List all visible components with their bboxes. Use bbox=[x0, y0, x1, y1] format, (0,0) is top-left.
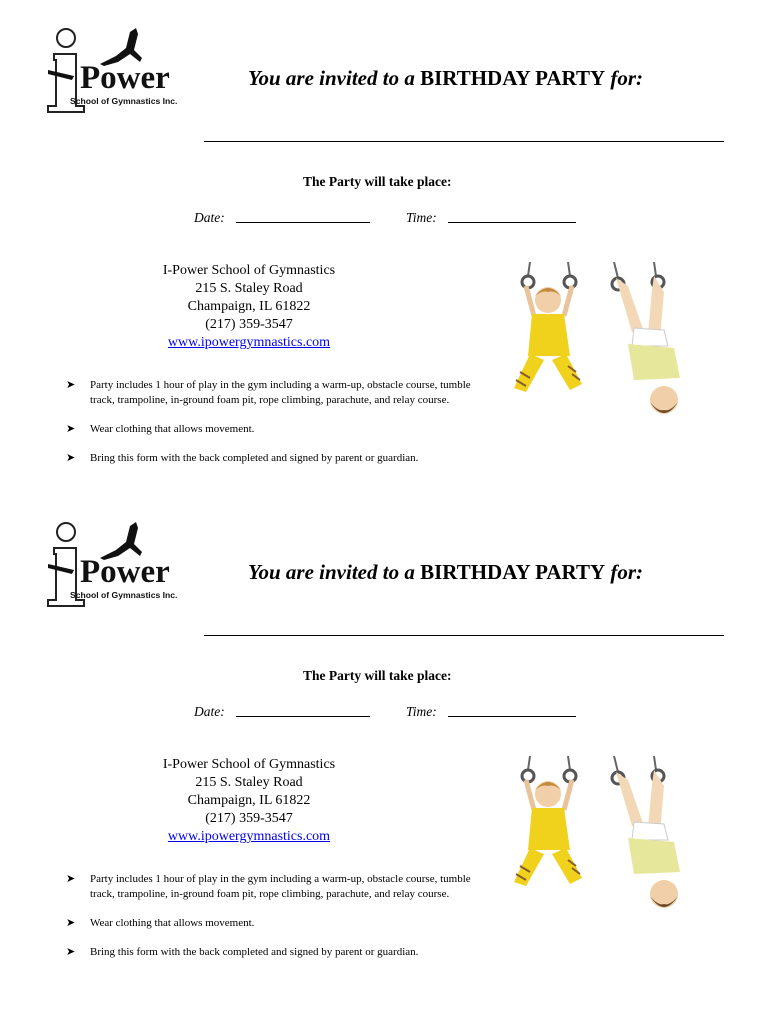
svg-text:School of Gymnastics Inc.: School of Gymnastics Inc. bbox=[70, 590, 178, 600]
invitation-card-top bbox=[0, 0, 770, 494]
date-label: Date: bbox=[194, 704, 225, 719]
school-address bbox=[140, 262, 358, 352]
arrowhead-bullet-icon: ➤ bbox=[66, 379, 76, 391]
headline-tail: for: bbox=[610, 66, 644, 90]
gymnast-i-logo-icon bbox=[44, 24, 194, 114]
date-label: Date: bbox=[194, 210, 225, 225]
school-name: I-Power School of Gymnastics bbox=[162, 263, 336, 278]
time-label: Time: bbox=[406, 704, 437, 719]
list-item: ➤ Bring this form with the back completed and signed by parent or guardian. bbox=[66, 946, 419, 958]
school-street: 215 S. Staley Road bbox=[195, 281, 303, 296]
gymnast-i-logo-icon bbox=[44, 518, 194, 608]
headline-lead: You are invited to a bbox=[248, 66, 415, 90]
invitation-card-bottom bbox=[0, 494, 770, 988]
time-blank[interactable] bbox=[448, 716, 576, 717]
time-blank[interactable] bbox=[448, 222, 576, 223]
headline-lead: You are invited to a bbox=[248, 560, 415, 584]
ipower-logo bbox=[44, 518, 194, 608]
child-on-rings-photo bbox=[508, 262, 588, 398]
party-heading: The Party will take place: bbox=[303, 174, 452, 189]
school-street: 215 S. Staley Road bbox=[195, 775, 303, 790]
ipower-logo bbox=[44, 24, 194, 114]
school-address bbox=[140, 756, 358, 846]
headline-tail: for: bbox=[610, 560, 644, 584]
list-item: ➤ Wear clothing that allows movement. bbox=[66, 423, 255, 435]
list-item: ➤ Party includes 1 hour of play in the gym including a warm-up, obstacle course, tumble track, trampoline, in-ground foam pit, rope climbing, parachute, and relay course. bbox=[66, 379, 471, 406]
arrowhead-bullet-icon: ➤ bbox=[66, 873, 76, 885]
school-city: Champaign, IL 61822 bbox=[187, 299, 311, 314]
party-details-list bbox=[66, 378, 486, 480]
school-website-link[interactable]: www.ipowergymnastics.com bbox=[167, 335, 331, 350]
headline-birthday-party: BIRTHDAY PARTY bbox=[420, 66, 606, 90]
party-heading: The Party will take place: bbox=[303, 668, 452, 683]
arrowhead-bullet-icon: ➤ bbox=[66, 452, 76, 464]
svg-text:Power: Power bbox=[80, 554, 170, 590]
school-phone: (217) 359-3547 bbox=[205, 317, 293, 332]
svg-text:School of Gymnastics Inc.: School of Gymnastics Inc. bbox=[70, 96, 178, 106]
guest-name-blank[interactable] bbox=[204, 635, 724, 636]
svg-text:Power: Power bbox=[80, 60, 170, 96]
child-on-rings-photo bbox=[508, 756, 588, 892]
arrowhead-bullet-icon: ➤ bbox=[66, 917, 76, 929]
time-label: Time: bbox=[406, 210, 437, 225]
child-upside-down-on-rings-photo bbox=[604, 262, 694, 432]
date-blank[interactable] bbox=[236, 222, 370, 223]
child-upside-down-on-rings-photo bbox=[604, 756, 694, 926]
school-website-link[interactable]: www.ipowergymnastics.com bbox=[167, 829, 331, 844]
arrowhead-bullet-icon: ➤ bbox=[66, 423, 76, 435]
headline-birthday-party: BIRTHDAY PARTY bbox=[420, 560, 606, 584]
list-item: ➤ Wear clothing that allows movement. bbox=[66, 917, 255, 929]
list-item: ➤ Party includes 1 hour of play in the gym including a warm-up, obstacle course, tumble track, trampoline, in-ground foam pit, rope climbing, parachute, and relay course. bbox=[66, 873, 471, 900]
school-city: Champaign, IL 61822 bbox=[187, 793, 311, 808]
invitation-headline bbox=[248, 560, 643, 585]
date-blank[interactable] bbox=[236, 716, 370, 717]
school-phone: (217) 359-3547 bbox=[205, 811, 293, 826]
list-item: ➤ Bring this form with the back completed and signed by parent or guardian. bbox=[66, 452, 419, 464]
party-details-list bbox=[66, 872, 486, 974]
arrowhead-bullet-icon: ➤ bbox=[66, 946, 76, 958]
guest-name-blank[interactable] bbox=[204, 141, 724, 142]
school-name: I-Power School of Gymnastics bbox=[162, 757, 336, 772]
invitation-headline bbox=[248, 66, 643, 91]
